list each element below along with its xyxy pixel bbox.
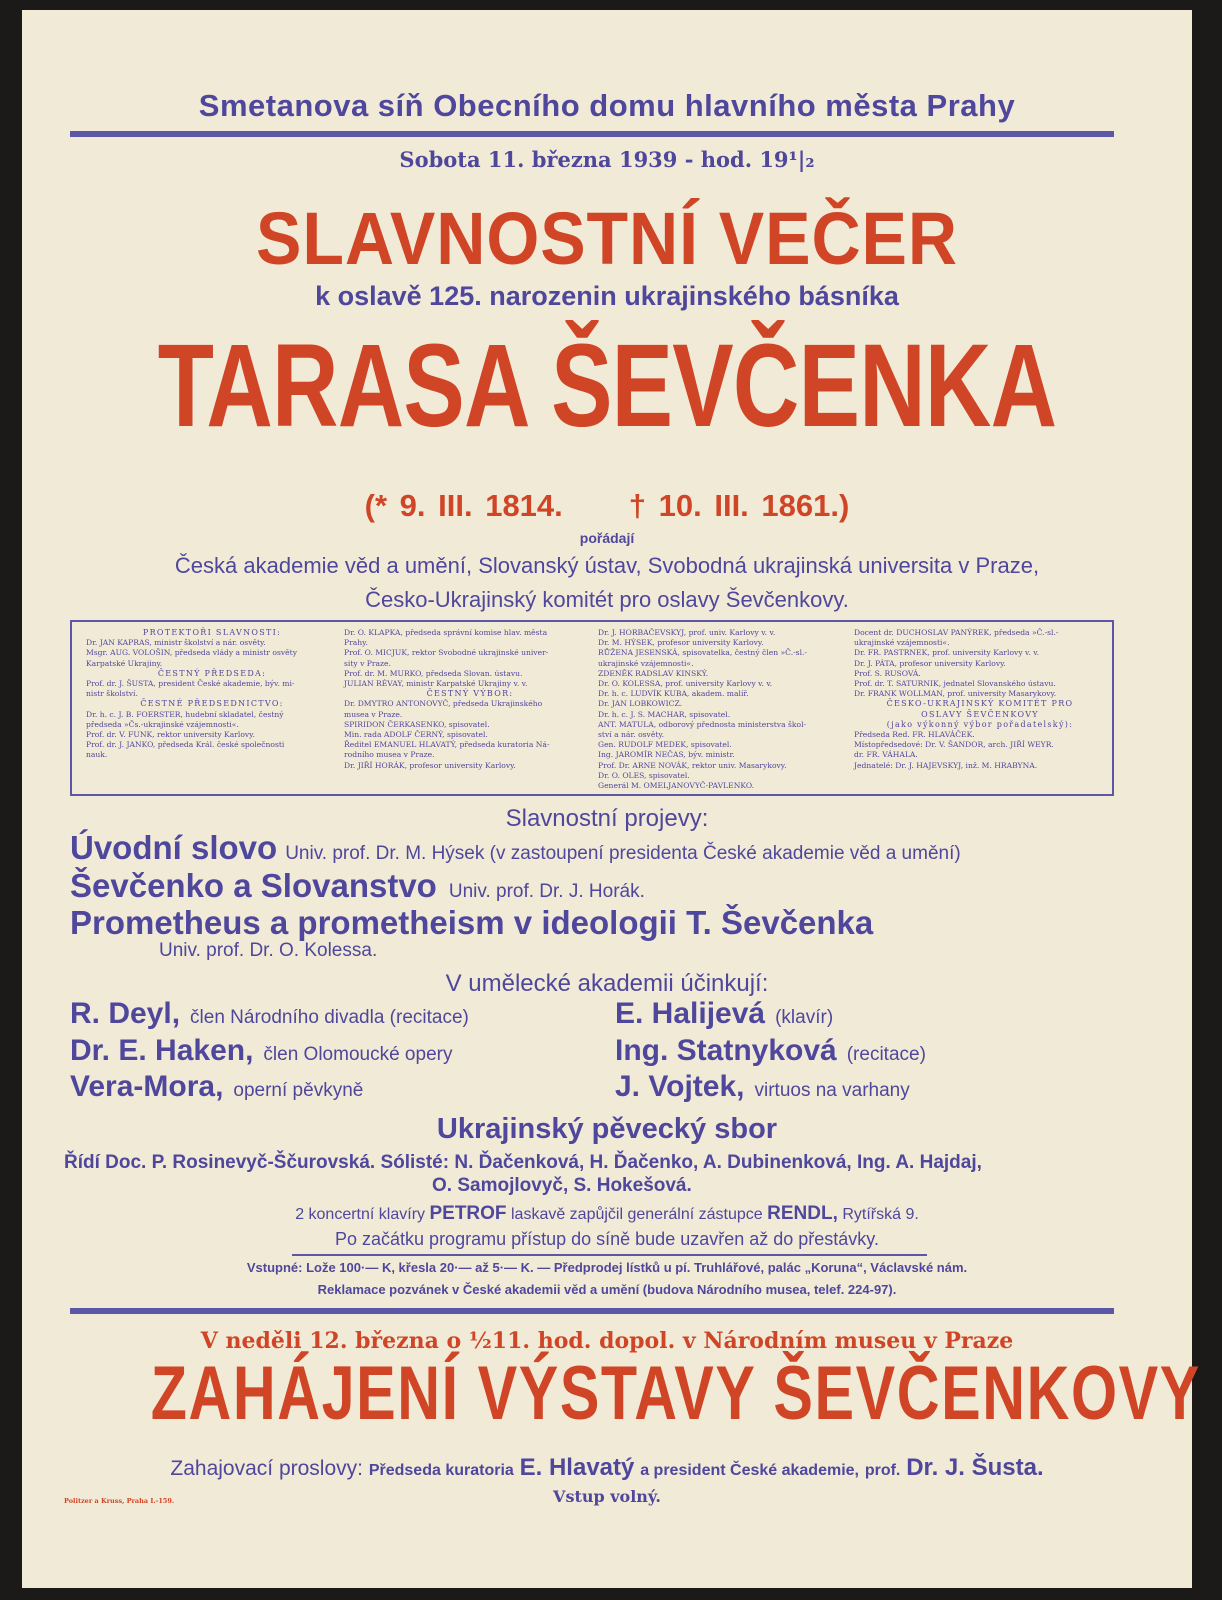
venue-rule <box>70 131 1114 137</box>
poet-name: TARASA ŠEVČENKA <box>157 320 1057 452</box>
choir-details-continued: O. Samojlovyč, S. Hokešová. <box>432 1175 692 1196</box>
committee-heading: ČESTNÝ PŘEDSEDA: <box>157 668 267 678</box>
speeches-label: Zahajovací proslovy: <box>170 1457 363 1480</box>
poster <box>22 10 1201 1588</box>
exhibition-speeches <box>22 1454 1192 1482</box>
venue-heading: Smetanova síň Obecního domu hlavního města Prahy <box>198 88 1016 123</box>
committee-text: Dr. h. c. J. B. FOERSTER, hudební skladatel, čestný předseda »Čs.-ukrajinské vzájemnosti«. Prof. dr. V. FUNK, rektor university Karlovy. Prof. dr. J. JANKO, předseda Král. české společnosti nauk. <box>86 709 285 760</box>
committee-text: Prof. dr. J. ŠUSTA, president České akademie, býv. mi- nistr školství. <box>86 679 295 699</box>
tickets-note: Vstupné: Lože 100·— K, křesla 20·— až 5·— K. — Předprodej lístků u pí. Truhlářové, palác „Koruna“, Václavské nám. <box>246 1260 968 1275</box>
performer-role: (recitace) <box>846 1044 926 1065</box>
complaints-note: Reklamace pozvánek v České akademii věd a umění (budova Národního musea, telef. 224-97). <box>317 1282 897 1297</box>
performer-role: virtuos na varhany <box>754 1080 910 1101</box>
event-date: Sobota 11. března 1939 - hod. 19¹|₂ <box>399 147 815 172</box>
performer <box>615 1070 910 1104</box>
committee-text: Dr. DMYTRO ANTONOVYČ, předseda Ukrajinského musea v Praze. SPIRIDON ČERKASENKO, spisovatel. Min. rada ADOLF ČERNÝ, spisovatel. Ředitel EMANUEL HLAVATÝ, předseda kuratoria Ná- rodního musea v Praze. Dr. JIŘÍ HORÁK, profesor university Karlovy. <box>344 699 550 770</box>
performer <box>70 1034 452 1068</box>
committee-column-4 <box>854 628 1106 771</box>
event-subtitle: k oslavě 125. narozenin ukrajinského básníka <box>315 281 899 311</box>
piano-dealer: RENDL, <box>767 1203 838 1224</box>
committee-heading: PROTEKTOŘI SLAVNOSTI: <box>142 628 282 637</box>
organizers-line-1: Česká akademie věd a umění, Slovanský ústav, Svobodná ukrajinská universita v Praze, <box>174 553 1040 578</box>
committee-heading: ČESKO-UKRAJINSKÝ KOMITÉT PRO OSLAVY ŠEVČENKOVY <box>886 699 1074 719</box>
performer-role: člen Olomoucké opery <box>263 1044 453 1065</box>
pianos-text: laskavě zapůjčil generální zástupce <box>510 1206 763 1223</box>
speech-item <box>70 867 645 905</box>
organizers-intro: pořádají <box>579 530 635 546</box>
speech-speaker: Univ. prof. Dr. M. Hýsek (v zastoupení presidenta České akademie věd a umění) <box>285 843 961 864</box>
committee-heading: ČESTNÉ PŘEDSEDNICTVO: <box>140 699 284 709</box>
committee-text: Předseda Red. FR. HLAVÁČEK. Místopředsedové: Dr. V. ŠANDOR, arch. JIŘÍ WEYR. dr. FR. VÁHALA. Jednatelé: Dr. J. HAJEVSKYJ, inž. M. HRABYNA. <box>854 730 1054 770</box>
poet-dates <box>22 488 1192 524</box>
event-title: SLAVNOSTNÍ VEČER <box>256 197 958 280</box>
committee-subheading: (jako výkonný výbor pořadatelský): <box>886 719 1074 729</box>
pianos-note <box>22 1203 1192 1225</box>
death-date: † 10. III. 1861.) <box>628 488 850 523</box>
committee-text: Dr. JAN KAPRAS, ministr školství a nár. osvěty. Msgr. AUG. VOLOŠIN, předseda vlády a ministr osvěty Karpatské Ukrajiny. <box>86 638 298 668</box>
organizers-line-2: Česko-Ukrajinský komitét pro oslavy Ševčenkovy. <box>365 587 849 612</box>
committee-text: Dr. O. KLAPKA, předseda správní komise hlav. města Prahy. Prof. O. MICJUK, rektor Svobodné ukrajinské univer- sity v Praze. Prof. dr. M. MURKO, předseda Slovan. ústavu. JULIAN RÉVAY, ministr Karpatské Ukrajiny v. v. <box>344 628 549 689</box>
speech-title: Ševčenko a Slovanstvo <box>70 867 437 904</box>
performer-role: člen Národního divadla (recitace) <box>190 1007 469 1028</box>
performer-name: E. Halijevá <box>615 997 766 1030</box>
performer <box>615 1034 926 1068</box>
speech-title: Prometheus a prometheism v ideologii T. Ševčenka <box>70 904 874 941</box>
committee-text: Docent dr. DUCHOSLAV PANÝREK, předseda »Č.-sl.- ukrajinské vzájemnosti«. Dr. FR. PASTRNEK, prof. university Karlovy v. v. Dr. J. PÁTA, profesor university Karlovy. Prof. S. RUSOVÁ. Prof. dr. T. SATURNIK, jednatel Slovanského ústavu. Dr. FRANK WOLLMAN, prof. university Masarykovy. <box>854 628 1059 699</box>
performer-name: Ing. Statnyková <box>615 1034 837 1067</box>
performer-name: R. Deyl, <box>70 997 181 1030</box>
performer-role: (klavír) <box>775 1007 834 1028</box>
dealer-address: Rytířská 9. <box>842 1206 919 1223</box>
performer-name: Vera-Mora, <box>70 1070 224 1103</box>
speeches-heading: Slavnostní projevy: <box>505 805 709 832</box>
performer <box>615 997 833 1031</box>
performer-role: operní pěvkyně <box>233 1080 364 1101</box>
access-underline <box>292 1254 927 1256</box>
printer-imprint: Politzer a Kruss, Praha I.-159. <box>64 1497 175 1505</box>
speaker-role: a president České akademie, <box>640 1462 859 1479</box>
pianos-text: 2 koncertní klavíry <box>295 1206 426 1223</box>
speech-item <box>70 829 961 867</box>
exhibition-date: V neděli 12. března o ½11. hod. dopol. v Národním museu v Praze <box>200 1328 1014 1354</box>
committee-column-3 <box>598 628 850 791</box>
performer <box>70 1070 363 1104</box>
free-entry: Vstup volný. <box>553 1487 661 1506</box>
choir-details: Řídí Doc. P. Rosinevyč-Ščurovská. Sólisté: N. Ďačenková, H. Ďačenko, A. Dubinenková, Ing. A. Hajdaj, <box>64 1152 982 1173</box>
performer <box>70 997 469 1031</box>
speech-item <box>70 904 873 942</box>
committee-column-2 <box>344 628 596 771</box>
performer-name: J. Vojtek, <box>615 1070 745 1103</box>
committee-text: Dr. J. HORBAČEVSKYJ, prof. univ. Karlovy v. v. Dr. M. HÝSEK, profesor university Karlovy. RŮŽENA JESENSKÁ, spisovatelka, čestný člen »Č.-sl.- ukrajinské vzájemnosti«. ZDENĚK RADSLAV KINSKÝ. Dr. O. KOLESSA, prof. university Karlovy v. v. Dr. h. c. LUDVÍK KUBA, akadem. malíř. Dr. JAN LOBKOWICZ. Dr. h. c. J. S. MACHAR, spisovatel. ANT. MATULA, odborový přednosta ministerstva škol- ství a nár. osvěty. Gen. RUDOLF MEDEK, spisovatel. Ing. JAROMÍR NEČAS, býv. ministr. Prof. Dr. ARNE NOVÁK, rektor univ. Masarykovy. Dr. O. OLES, spisovatel. Generál M. OMELJANOVYČ-PAVLENKO. <box>598 628 807 791</box>
speech-title: Úvodní slovo <box>70 829 278 866</box>
speaker-role: Předseda kuratoria <box>368 1462 514 1479</box>
speaker-name: E. Hlavatý <box>519 1454 635 1481</box>
performer-name: Dr. E. Haken, <box>70 1034 254 1067</box>
birth-date: (* 9. III. 1814. <box>364 488 563 523</box>
committee-column-1 <box>86 628 338 761</box>
committee-heading: ČESTNÝ VÝBOR: <box>426 689 514 699</box>
speaker-role: prof. <box>864 1462 901 1479</box>
speaker-name: Dr. J. Šusta. <box>906 1454 1044 1481</box>
piano-brand: PETROF <box>429 1203 507 1224</box>
choir-name: Ukrajinský pěvecký sbor <box>436 1113 778 1145</box>
exhibition-title: ZAHÁJENÍ VÝSTAVY ŠEVČENKOVY <box>150 1351 1201 1436</box>
committee-box <box>70 620 1114 796</box>
section-divider <box>70 1308 1114 1314</box>
speech-speaker: Univ. prof. Dr. J. Horák. <box>448 881 645 902</box>
performers-heading: V umělecké akademii účinkují: <box>445 970 769 997</box>
speech-speaker: Univ. prof. Dr. O. Kolessa. <box>159 940 378 961</box>
access-note: Po začátku programu přístup do síně bude uzavřen až do přestávky. <box>335 1229 879 1249</box>
